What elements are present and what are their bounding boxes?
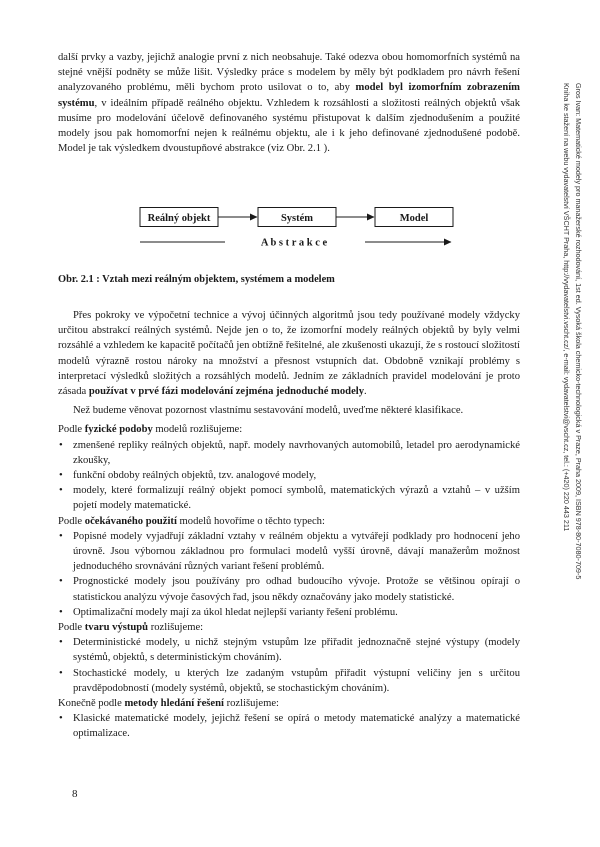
citation-line-2: Kniha ke stažení na webu vydavatelství VŠCHT Praha, http://vydavatelstvi.vscht.cz/, e-mail: vydavatelstvi@vscht.cz, tel.: (+420) 220 443 211 — [562, 83, 572, 532]
citation-line-1: Gros Ivan: Matematické modely pro manažerské rozhodování, 1st ed. Vysoká škola chemicko-technologická v Praze, Praha 2009, ISBN 978-80-7080-709-5 — [574, 83, 583, 580]
list-item-text: Deterministické modely, u nichž stejným vstupům lze přiřadit jednoznačně stejné výstupy (modely systémů, objektů, s deterministickým chováním). — [73, 637, 520, 664]
physical-heading-b: modelů rozlišujeme: — [152, 424, 243, 436]
method-heading-a: Konečně podle — [58, 698, 125, 710]
bullet-icon: • — [59, 439, 63, 451]
bullet-icon: • — [59, 530, 63, 542]
list-item-text: Popisné modely vyjadřují základní vztahy v reálném objektu a vytvářejí podklady pro hodnocení jeho úrovně. Jsou výbornou základnou pro formulaci modelů vyšší úrovně, dávají manažerům možnost jednoduchého srovnávání různých variant řešení problémů. — [73, 530, 520, 573]
bullet-icon: • — [59, 485, 63, 497]
list-item-text: Klasické matematické modely, jejichž řešení se opírá o metody matematické analýzy a matematické optimalizace. — [73, 713, 520, 740]
physical-list — [58, 438, 520, 514]
physical-heading-a: Podle — [58, 424, 85, 436]
model-label: Model — [399, 213, 429, 224]
list-item — [58, 529, 520, 575]
list-item — [58, 483, 520, 513]
bullet-icon: • — [59, 576, 63, 588]
list-item-text: Prognostické modely jsou používány pro odhad budoucího vývoje. Protože se většinou opírají o statistickou analýzu vývoje časových řad, jsou někdy označovány jako modely statistické. — [73, 576, 520, 603]
shape-heading — [58, 620, 520, 635]
list-item — [58, 605, 520, 620]
intro-text-a: další prvky a vazby, jejichž analogie první z nich neobsahuje. Také odezva obou homomorfních systémů na stejné vnější podněty se může lišit. Výsledky práce s modelem by měly být podkladem pro návrh řešení analyzovaného problému, měli bychom proto usilovat o to, aby — [58, 52, 520, 94]
method-list — [58, 711, 520, 741]
bullet-icon: • — [59, 606, 63, 618]
bullet-icon: • — [59, 637, 63, 649]
bullet-icon: • — [59, 470, 63, 482]
use-heading-a: Podle — [58, 515, 85, 527]
method-heading-b: rozlišujeme: — [223, 698, 279, 710]
use-heading-b: modelů hovoříme o těchto typech: — [176, 515, 325, 527]
intro-bold-text: model byl izomorfním zobrazením systému — [58, 82, 520, 109]
shape-heading-b: rozlišujeme: — [148, 622, 204, 634]
method-heading-bold: metody hledání řešení — [124, 698, 224, 710]
list-item-text: zmenšené repliky reálných objektů, např. modely navrhovaných automobilů, letadel pro aerodynamické zkoušky, — [73, 439, 520, 466]
abstraction-label: A b s t r a k c e — [260, 237, 328, 249]
page-number: 8 — [72, 788, 78, 800]
physical-heading-bold: fyzické podoby — [84, 424, 153, 436]
figure-caption: Obr. 2.1 : Vztah mezi reálným objektem, systémem a modelem — [58, 274, 335, 285]
p2-text-b: . — [364, 386, 367, 398]
system-label: Systém — [280, 213, 314, 224]
paragraph-abstraction — [58, 308, 520, 399]
use-heading-bold: očekávaného použití — [84, 515, 177, 527]
list-item — [58, 711, 520, 741]
list-item — [58, 468, 520, 483]
bullet-icon: • — [59, 667, 63, 679]
list-item — [58, 574, 520, 604]
method-heading — [58, 696, 520, 711]
physical-heading — [58, 422, 520, 437]
intro-text-b: , v ideálním případě reálného objektu. Vzhledem k rozsáhlosti a složitosti reálných objektů však musíme pro modelování účelově definovaného systému přistupovat k dalším zjednodušením a použité modely jsou pak homomorfní nejen k reálnému objektu, ale i k jeho definované zjednodušené podobě. Model je tak výsledkem dvoustupňové abstrakce (viz Obr. 2.1 ). — [58, 97, 520, 155]
list-item-text: modely, které formalizují reálný objekt pomocí symbolů, matematických výrazů a vztahů – v užším pojetí modely matematické. — [73, 485, 520, 512]
shape-heading-bold: tvaru výstupů — [84, 622, 149, 634]
use-list — [58, 529, 520, 620]
bullet-icon: • — [59, 713, 63, 725]
list-item-text: funkční obdoby reálných objektů, tzv. analogové modely, — [73, 470, 317, 482]
list-item — [58, 666, 520, 696]
shape-heading-a: Podle — [58, 622, 85, 634]
abstraction-diagram — [137, 207, 455, 249]
real-object-label: Reálný objekt — [147, 213, 211, 224]
intro-section — [58, 50, 520, 156]
list-item-text: Optimalizační modely mají za úkol hledat nejlepší varianty řešení problému. — [73, 606, 398, 618]
intro-paragraph — [58, 50, 520, 156]
p2-text-a: Přes pokroky ve výpočetní technice a vývoj účinných algoritmů jsou tedy používané modely vždycky určitou abstrakcí reálných systémů. Nejde jen o to, že izomorfní modely reálných objektů by byly velmi rozsáhlé a vzhledem ke kapacitě počítačů jen obtížně řešitelné, ale zkušenosti ukazují, že s rostoucí složitostí modelů výrazně rostou nároky na množství a přesnost vstupních dat. Obdobně vznikají problémy s interpretací výsledků složitých a rozsáhlých modelů. Jedním ze základních pravidel modelování je proto zásada — [58, 310, 520, 398]
paragraph-classification: Než budeme věnovat pozornost vlastnímu sestavování modelů, uveďme některé klasifikace. — [73, 405, 464, 417]
p2-bold-text: používat v prvé fázi modelování zejména jednoduché modely — [88, 386, 365, 398]
diagram-svg — [137, 207, 455, 249]
list-item — [58, 635, 520, 665]
side-citation — [554, 83, 584, 613]
shape-list — [58, 635, 520, 696]
list-item — [58, 438, 520, 468]
body-section — [58, 308, 520, 742]
list-item-text: Stochastické modely, u kterých lze zadaným vstupům přiřadit výstupní veličiny jen s určitou pravděpodobností (modely systémů, objektů, se stochastickým chováním). — [73, 667, 520, 694]
use-heading — [58, 514, 520, 529]
